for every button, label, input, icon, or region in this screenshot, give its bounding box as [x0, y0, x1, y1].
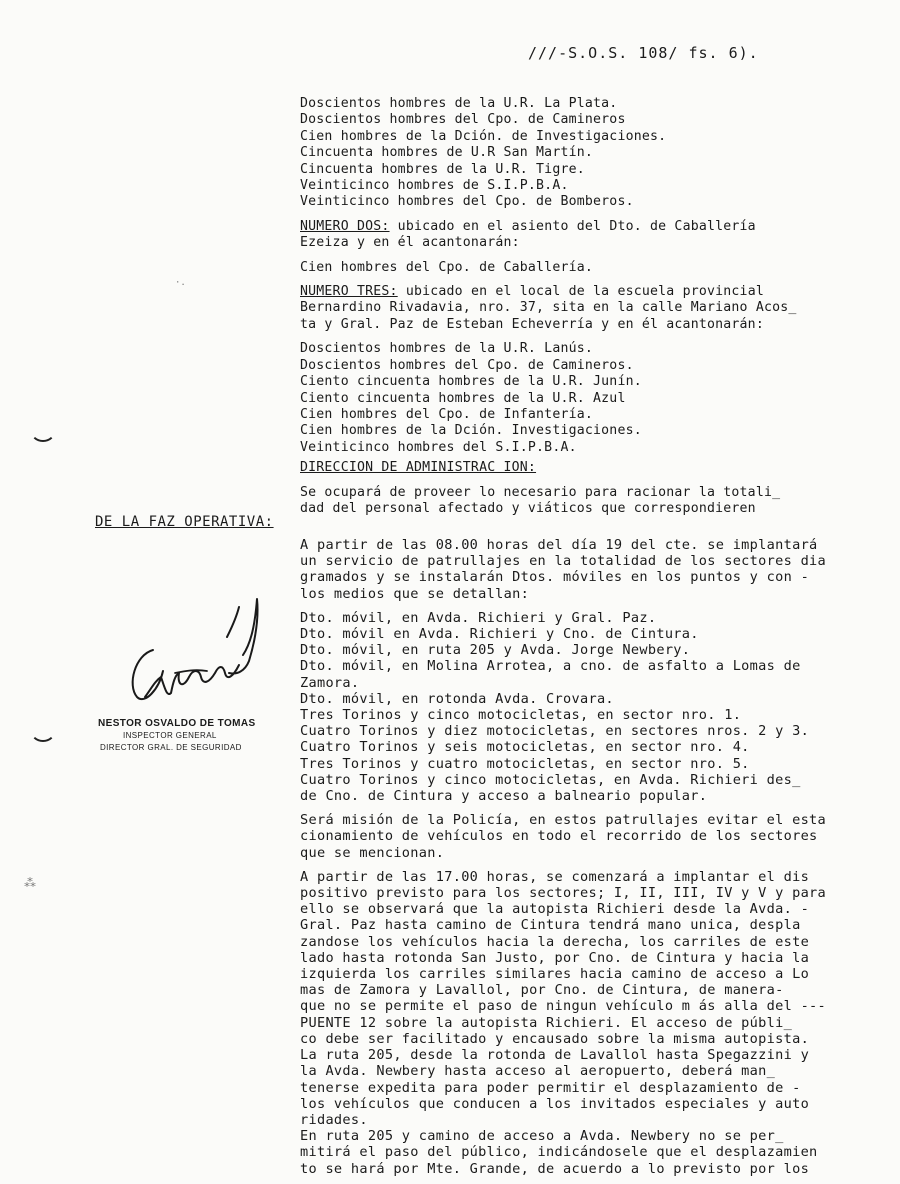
paragraph-line: zandose los vehículos hacia la derecha, los carriles de este	[300, 933, 810, 950]
punch-hole-mark	[30, 718, 56, 742]
list-item: Ciento cincuenta hombres de la U.R. Junín.	[300, 374, 642, 390]
paragraph-line: A partir de las 17.00 horas, se comenzará a implantar el dis	[300, 868, 810, 885]
faz-operativa-heading: DE LA FAZ OPERATIVA:	[95, 514, 274, 530]
list-item: Zamora.	[300, 674, 360, 691]
list-item: Cien hombres de la Dción. de Investigaciones.	[300, 128, 667, 144]
paragraph-line: co debe ser facilitado y encausado sobre la misma autopista.	[300, 1030, 810, 1047]
list-item: Cien hombres del Cpo. de Infantería.	[300, 406, 594, 422]
operations-block	[300, 537, 827, 1177]
paper-speck: ·.	[175, 278, 186, 288]
paragraph-line: los vehículos que conducen a los invitados especiales y auto	[300, 1095, 810, 1112]
document-reference: ///-S.O.S. 108/ fs. 6).	[528, 44, 759, 62]
paragraph-line: cionamiento de vehículos en todo el recorrido de los sectores	[300, 828, 818, 845]
punch-hole-mark	[30, 418, 56, 442]
paragraph-line: gramados y se instalarán Dtos. móviles en los puntos y con -	[300, 569, 810, 586]
list-item: Cuatro Torinos y seis motocicletas, en sector nro. 4.	[300, 739, 750, 756]
list-item: Doscientos hombres del Cpo. de Camineros.	[300, 357, 634, 373]
paragraph-line: la Avda. Newbery hasta acceso al aeropuerto, deberá man_	[300, 1063, 776, 1080]
list-item: Ciento cincuenta hombres de la U.R. Azul	[300, 390, 626, 406]
paragraph-line: positivo previsto para los sectores; I, II, III, IV y V y para	[300, 885, 827, 902]
paragraph-line: La ruta 205, desde la rotonda de Lavallol hasta Spegazzini y	[300, 1047, 810, 1064]
list-item: Dto. móvil, en ruta 205 y Avda. Jorge Newbery.	[300, 642, 691, 659]
list-item: Cien hombres de la Dción. Investigaciones.	[300, 423, 642, 439]
list-item: Cincuenta hombres de la U.R. Tigre.	[300, 161, 585, 177]
paragraph-line: mitirá el paso del público, indicándosele que el desplazamien	[300, 1144, 818, 1161]
signatory-title: INSPECTOR GENERAL	[123, 731, 217, 740]
list-item: Doscientos hombres de la U.R. Lanús.	[300, 341, 594, 357]
paragraph-line: Ezeiza y en él acantonarán:	[300, 235, 520, 251]
signatory-title: DIRECTOR GRAL. DE SEGURIDAD	[100, 743, 242, 752]
signatory-name: NESTOR OSVALDO DE TOMAS	[98, 718, 256, 729]
list-item: de Cno. de Cintura y acceso a balneario popular.	[300, 788, 708, 805]
paragraph-text: ubicado en el asiento del Dto. de Caballería	[389, 218, 756, 234]
paragraph-line: Bernardino Rivadavia, nro. 37, sita en la calle Mariano Acos_	[300, 300, 797, 316]
handwritten-signature	[115, 585, 265, 715]
paragraph-line: En ruta 205 y camino de acceso a Avda. Newbery no se per_	[300, 1128, 784, 1145]
paragraph-line: ello se observará que la autopista Richieri desde la Avda. -	[300, 901, 810, 918]
paragraph-line: que no se permite el paso de ningun vehículo m ás alla del ---	[300, 998, 827, 1015]
list-item: Tres Torinos y cinco motocicletas, en sector nro. 1.	[300, 707, 742, 724]
list-item: Dto. móvil en Avda. Richieri y Cno. de Cintura.	[300, 626, 699, 643]
list-item: Cuatro Torinos y diez motocicletas, en sectores nros. 2 y 3.	[300, 723, 810, 740]
paragraph-line: mas de Zamora y Lavallol, por Cno. de Cintura, de manera-	[300, 982, 784, 999]
paragraph-line: Gral. Paz hasta camino de Cintura tendrá mano unica, despla	[300, 917, 801, 934]
list-item: Dto. móvil, en rotonda Avda. Crovara.	[300, 690, 614, 707]
paragraph-line: los medios que se detallan:	[300, 585, 530, 602]
list-item: Dto. móvil, en Avda. Richieri y Gral. Paz.	[300, 609, 657, 626]
paragraph-line: un servicio de patrullajes en la totalidad de los sectores dia	[300, 553, 827, 570]
paragraph-line: ta y Gral. Paz de Esteban Echeverría y en él acantonarán:	[300, 316, 764, 332]
paragraph-text: ubicado en el local de la escuela provincial	[397, 284, 764, 300]
list-item: Cien hombres del Cpo. de Caballería.	[300, 259, 594, 275]
list-item: Cuatro Torinos y cinco motocicletas, en Avda. Richieri des_	[300, 771, 801, 788]
list-item: Tres Torinos y cuatro motocicletas, en sector nro. 5.	[300, 755, 750, 772]
numero-dos-paragraph	[300, 219, 800, 235]
paragraph-line: tenerse expedita para poder permitir el desplazamiento de -	[300, 1079, 801, 1096]
paragraph-line: to se hará por Mte. Grande, de acuerdo a lo previsto por los	[300, 1160, 810, 1177]
paragraph-line: PUENTE 12 sobre la autopista Richieri. El acceso de públi_	[300, 1014, 793, 1031]
list-item: Cincuenta hombres de U.R San Martín.	[300, 145, 594, 161]
paragraph-line: que se mencionan.	[300, 844, 445, 861]
list-item: Veinticinco hombres de S.I.P.B.A.	[300, 178, 569, 194]
list-item: Veinticinco hombres del S.I.P.B.A.	[300, 439, 577, 455]
numero-dos-label: NUMERO DOS:	[300, 218, 390, 234]
paragraph-line: lado hasta rotonda San Justo, por Cno. de Cintura y hacia la	[300, 949, 810, 966]
paragraph-line: Será misión de la Policía, en estos patrullajes evitar el esta	[300, 812, 827, 829]
paper-speck: ⁂	[24, 876, 36, 890]
paragraph-line: izquierda los carriles similares hacia camino de acceso a Lo	[300, 966, 810, 983]
list-item: Veinticinco hombres del Cpo. de Bomberos.	[300, 194, 634, 210]
paragraph-line: A partir de las 08.00 horas del día 19 del cte. se implantará	[300, 537, 818, 553]
paragraph-line: ridades.	[300, 1111, 368, 1128]
list-item: Doscientos hombres de la U.R. La Plata.	[300, 96, 618, 111]
list-item: Dto. móvil, en Molina Arrotea, a cno. de asfalto a Lomas de	[300, 658, 801, 675]
numero-tres-label: NUMERO TRES:	[300, 284, 398, 300]
assignments-block	[300, 96, 800, 517]
administracion-heading: DIRECCION DE ADMINISTRAC ION:	[300, 460, 537, 476]
numero-tres-paragraph	[300, 284, 800, 300]
paragraph-line: dad del personal afectado y viáticos que correspondieren	[300, 500, 756, 516]
paragraph-line: Se ocupará de proveer lo necesario para racionar la totali_	[300, 484, 781, 500]
list-item: Doscientos hombres del Cpo. de Camineros	[300, 112, 626, 128]
